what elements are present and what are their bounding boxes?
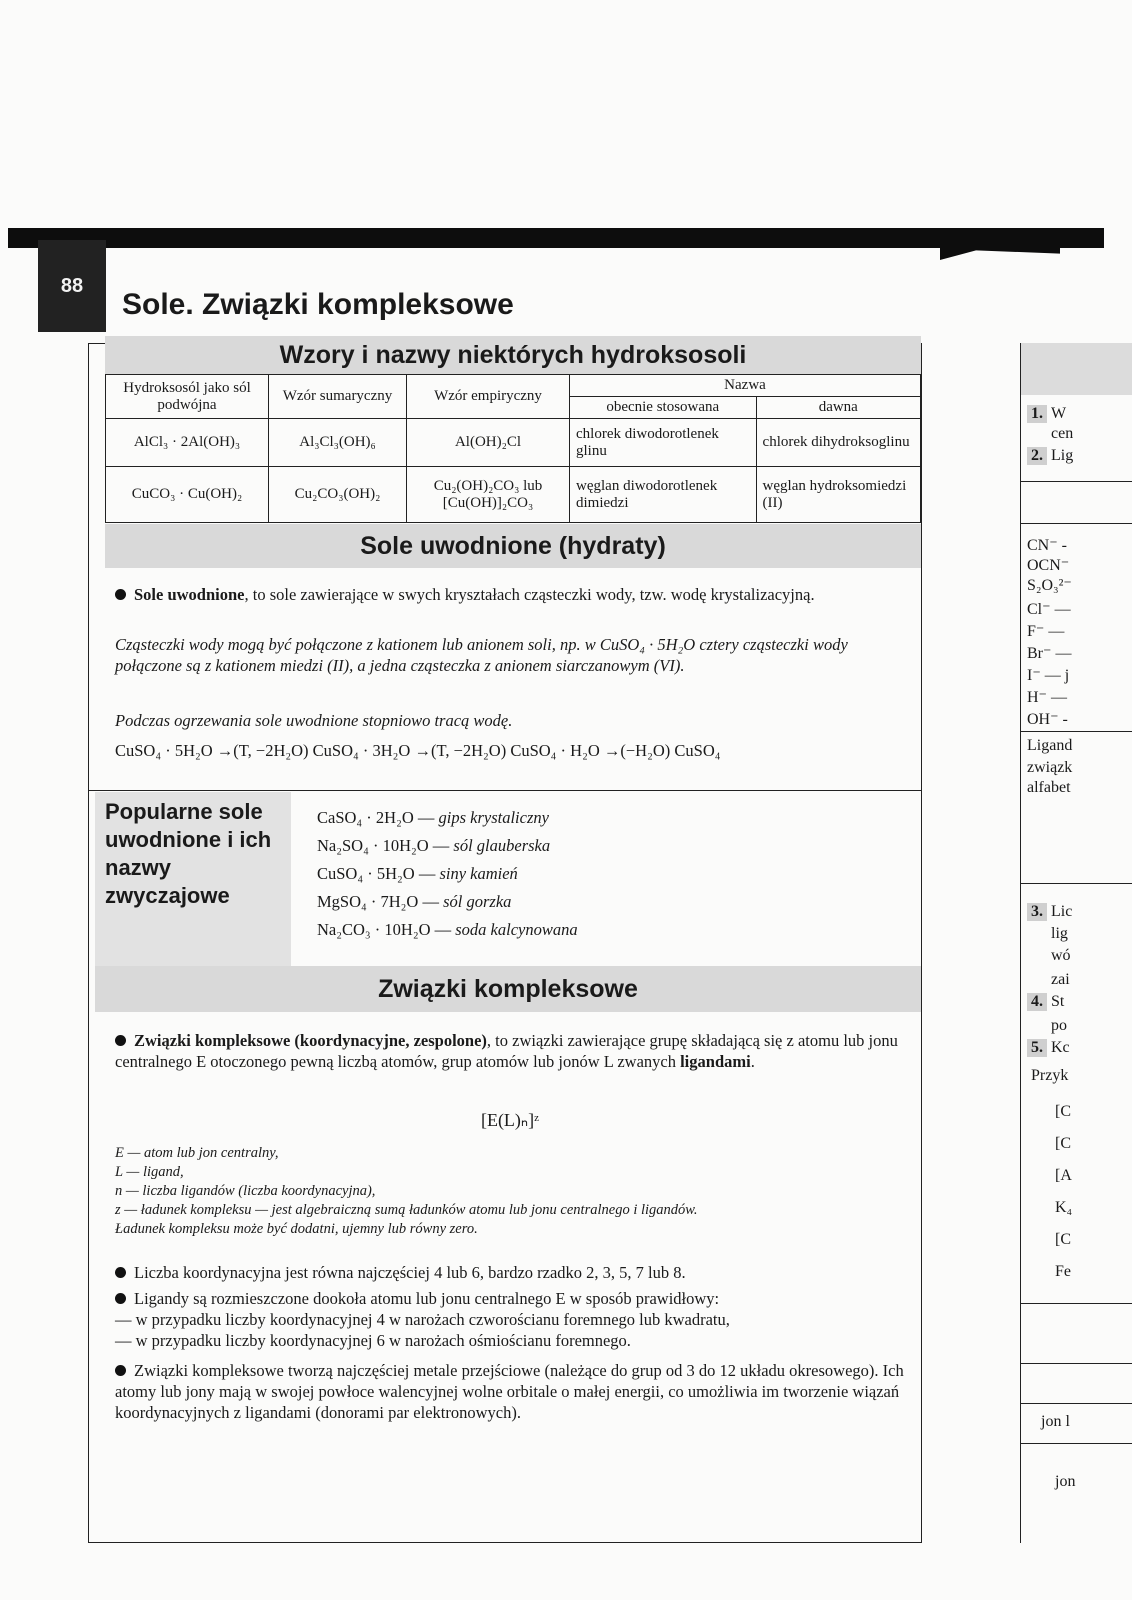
- col-header-sum: Wzór sumaryczny: [269, 375, 407, 419]
- page-number: 88: [38, 240, 106, 332]
- complex-heading: Związki kompleksowe: [95, 966, 921, 1012]
- cell-double: CuCO₃ · Cu(OH)₂: [106, 467, 269, 523]
- hydroxysalts-table-wrap: [105, 374, 921, 523]
- complex-legend: E — atom lub jon centralny, L — ligand, n — liczba ligandów (liczba koordynacyjna), z — ładunek kompleksu — jest algebraiczną sumą ładunków atomu lub jonu centralnego i ligandów. Ładunek kompleksu może być dodatni, ujemny lub równy zero.: [115, 1145, 698, 1237]
- popular-list: [317, 804, 578, 944]
- complex-formula: [E(L)ₙ]ᶻ: [480, 1110, 540, 1130]
- cell-sum: Al₃Cl₃(OH)₆: [269, 419, 407, 467]
- cell-now: chlorek diwodorotlenek glinu: [570, 419, 757, 467]
- hydrates-term: Sole uwodnione: [134, 585, 245, 604]
- divider: [89, 790, 921, 791]
- popular-heading: Popularne sole uwodnione i ich nazwy zwyczajowe: [95, 792, 291, 970]
- col-header-name: Nazwa: [570, 375, 921, 397]
- col-header-double: Hydroksosól jako sól podwójna: [106, 375, 269, 419]
- cell-old: chlorek dihydroksoglinu: [756, 419, 920, 467]
- complex-definition: Związki kompleksowe (koordynacyjne, zespolone), to związki zawierające grupę składającą się z atomu lub jonu centralnego E otoczonego pewną liczbą atomów, grup atomów lub jonów L zwanych ligandami.: [115, 1031, 898, 1071]
- cell-emp: Al(OH)₂Cl: [407, 419, 570, 467]
- hydrates-def-text: , to sole zawierające w swych kryształach cząsteczki wody, tzw. wodę krystalizacyjną.: [244, 585, 815, 604]
- list-item: Na₂CO₃ · 10H₂O — soda kalcynowana: [317, 920, 578, 939]
- hydrates-note-2: Podczas ogrzewania sole uwodnione stopniowo tracą wodę.: [115, 711, 513, 730]
- list-item: CaSO₄ · 2H₂O — gips krystaliczny: [317, 808, 549, 827]
- bullet-icon: [115, 1267, 126, 1278]
- bullet-icon: [115, 1365, 126, 1376]
- complex-bullet-1: Liczba koordynacyjna jest równa najczęściej 4 lub 6, bardzo rzadko 2, 3, 5, 7 lub 8.: [115, 1262, 905, 1283]
- bullet-icon: [115, 589, 126, 600]
- cell-double: AlCl₃ · 2Al(OH)₃: [106, 419, 269, 467]
- cell-now: węglan diwodorotlenek dimiedzi: [570, 467, 757, 523]
- top-bar: [8, 228, 1104, 248]
- complex-bullet-3: Związki kompleksowe tworzą najczęściej metale przejściowe (należące do grup od 3 do 12 układu okresowego). Ich atomy lub jony mają w swojej powłoce walencyjnej wolne orbitale o małej energii, co umożliwia im tworzenie wiązań koordynacyjnych z ligandami (donorami par elektronowych).: [115, 1361, 904, 1422]
- list-item: CuSO₄ · 5H₂O — siny kamień: [317, 864, 518, 883]
- hydrates-note-1: Cząsteczki wody mogą być połączone z kationem lub anionem soli, np. w CuSO₄ · 5H₂O cztery cząsteczki wody połączone są z kationem miedzi (II), a jedna cząsteczka z anionem siarczanowym (VI).: [115, 635, 848, 675]
- col-header-now: obecnie stosowana: [570, 397, 757, 419]
- hydrates-definition: [115, 584, 905, 605]
- hydroxysalts-heading: Wzory i nazwy niektórych hydroksosoli: [105, 336, 921, 374]
- next-page-sidebar: 1. W cen 2. Lig CN⁻ - OCN⁻ S₂O₃²⁻ Cl⁻ — F⁻ — Br⁻ — I⁻ — j H⁻ — OH⁻ - Ligand związk alfabet 3. Lic lig wó zai 4. St po 5. Kc Przyk [C [C [A K₄ [C Fe jon l jon: [1020, 343, 1132, 1543]
- bullet-icon: [115, 1035, 126, 1046]
- hydrates-heading: Sole uwodnione (hydraty): [105, 524, 921, 568]
- main-panel: [88, 343, 922, 1543]
- sidebar-band: [1021, 343, 1132, 395]
- list-item: MgSO₄ · 7H₂O — sól gorzka: [317, 892, 512, 911]
- col-header-old: dawna: [756, 397, 920, 419]
- bullet-icon: [115, 1293, 126, 1304]
- top-bar-tail: [940, 244, 1060, 260]
- hydroxysalts-table: [105, 374, 921, 523]
- col-header-emp: Wzór empiryczny: [407, 375, 570, 419]
- hydrates-equation: CuSO₄ · 5H₂O →(T, −2H₂O) CuSO₄ · 3H₂O →(T, −2H₂O) CuSO₄ · H₂O →(−H₂O) CuSO₄: [115, 741, 721, 760]
- page-title: Sole. Związki kompleksowe: [122, 288, 514, 321]
- list-item: Na₂SO₄ · 10H₂O — sól glauberska: [317, 836, 551, 855]
- cell-old: węglan hydroksomiedzi (II): [756, 467, 920, 523]
- cell-emp: Cu₂(OH)₂CO₃ lub [Cu(OH)]₂CO₃: [407, 467, 570, 523]
- complex-bullet-2: Ligandy są rozmieszczone dookoła atomu lub jonu centralnego E w sposób prawidłowy: — w przypadku liczby koordynacyjnej 4 w narożach czworościanu foremnego lub kwadratu, — w przypadku liczby koordynacyjnej 6 w narożach ośmiościanu foremnego.: [115, 1289, 730, 1350]
- cell-sum: Cu₂CO₃(OH)₂: [269, 467, 407, 523]
